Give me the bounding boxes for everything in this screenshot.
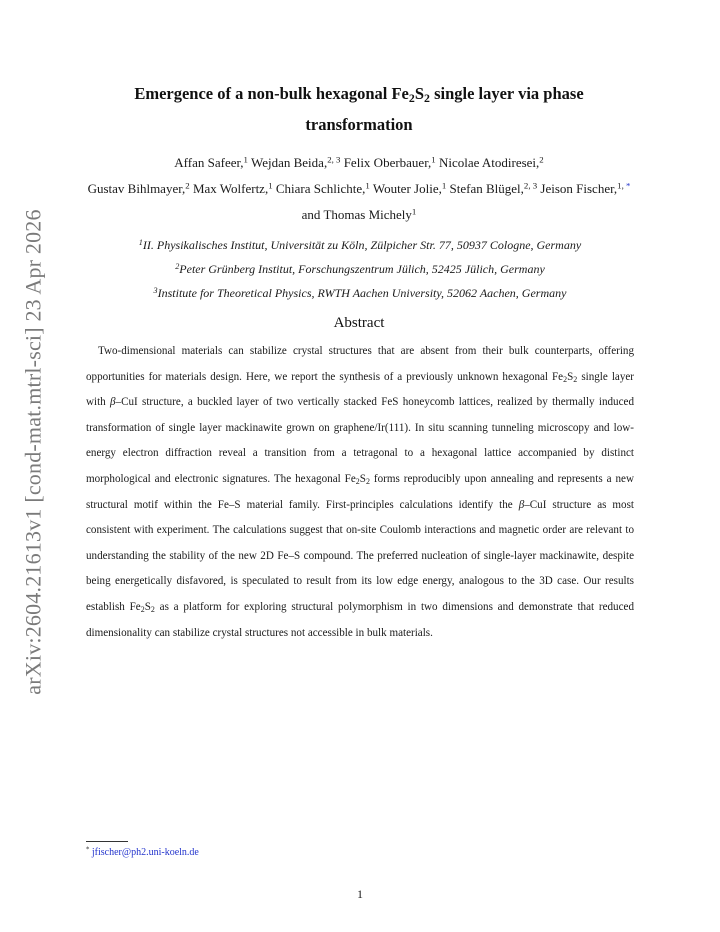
title-text-2: S [414, 84, 424, 103]
affiliation-item: $^2$Peter Grünberg Institut, Forschungszentrum Jülich, 52425 Jülich, Germany [175, 261, 545, 276]
abstract-text: Two-dimensional materials can stabilize crystal structures that are absent from their bulk counterparts, offering opportunities for materials design. Here, we report the synthesis of a previously unknown hexagonal $Fe_2S_2$ single layer with β–CuI structure, a buckled layer of two vertically stacked FeS honeycomb lattices, realized by thermally induced transformation of single layer mackinawite grown on graphene/Ir(111). In situ scanning tunneling microscopy and low-energy electron diffraction reveal a transition from a tetragonal to a hexagonal lattice accompanied by distinct morphological and electronic signatures. The hexagonal $Fe_2S_2$ forms reproducibly upon annealing and represents a new structural motif within the Fe–S material family. First-principles calculations identify the β–CuI structure as most consistent with experiment. The calculations suggest that on-site Coulomb interactions and magnetic order are relevant to understanding the stability of the new 2D Fe–S compound. The preferred nucleation of single-layer mackinawite, despite being energetically disfavored, is speculated to result from its low edge energy, analogous to the 3D case. Our results establish $Fe_2S_2$ as a platform for exploring structural polymorphism in two dimensions and demonstrate that reduced dimensionality can stabilize crystal structures not accessible in bulk materials. [86, 345, 635, 639]
arxiv-identifier-text: arXiv:2604.21613v1 [cond-mat.mtrl-sci] 23 Apr 2026 [21, 209, 46, 695]
corresponding-author-marker[interactable]: * [625, 180, 631, 191]
title-text-1: Emergence of a non-bulk hexagonal Fe [134, 84, 409, 103]
author: Nicolae Atodiresei,$^2$ [438, 154, 544, 170]
page-number: 1 [357, 887, 363, 901]
author: Wejdan Beida,$^{2, 3}$ [250, 154, 341, 170]
abstract-heading: Abstract [333, 315, 385, 331]
author: and Thomas Michely$^1$ [301, 206, 417, 222]
author: Max Wolfertz,$^1$ [192, 180, 273, 196]
paper-title [84, 78, 634, 140]
author: Chiara Schlichte,$^1$ [275, 180, 370, 196]
affiliation-item: $^3$Institute for Theoretical Physics, RWTH Aachen University, 52062 Aachen, Germany [153, 285, 567, 300]
footnote-marker: * [86, 846, 90, 854]
footnote-divider [86, 841, 128, 842]
author: Affan Safeer,$^1$ [174, 154, 248, 170]
arxiv-identifier-stamp [14, 204, 54, 700]
author-list [84, 150, 634, 228]
author: Wouter Jolie,$^1$ [372, 180, 447, 196]
title-subscript-2: 2 [424, 90, 430, 105]
author: Gustav Bihlmayer,$^2$ [87, 180, 190, 196]
affiliation-list [84, 233, 636, 305]
email-link[interactable]: jfischer@ph2.uni-koeln.de [91, 847, 199, 858]
title-text-3: single layer via phase transformation [305, 84, 584, 134]
author-corresponding: Jeison Fischer,$^{1, *}$ [540, 180, 631, 196]
affiliation-item: $^1$II. Physikalisches Institut, Universität zu Köln, Zülpicher Str. 77, 50937 Cologne, Germany [138, 237, 582, 252]
footnote [86, 846, 199, 860]
author: Stefan Blügel,$^{2, 3}$ [449, 180, 538, 196]
author: Felix Oberbauer,$^1$ [343, 154, 436, 170]
title-subscript-1: 2 [408, 90, 415, 105]
